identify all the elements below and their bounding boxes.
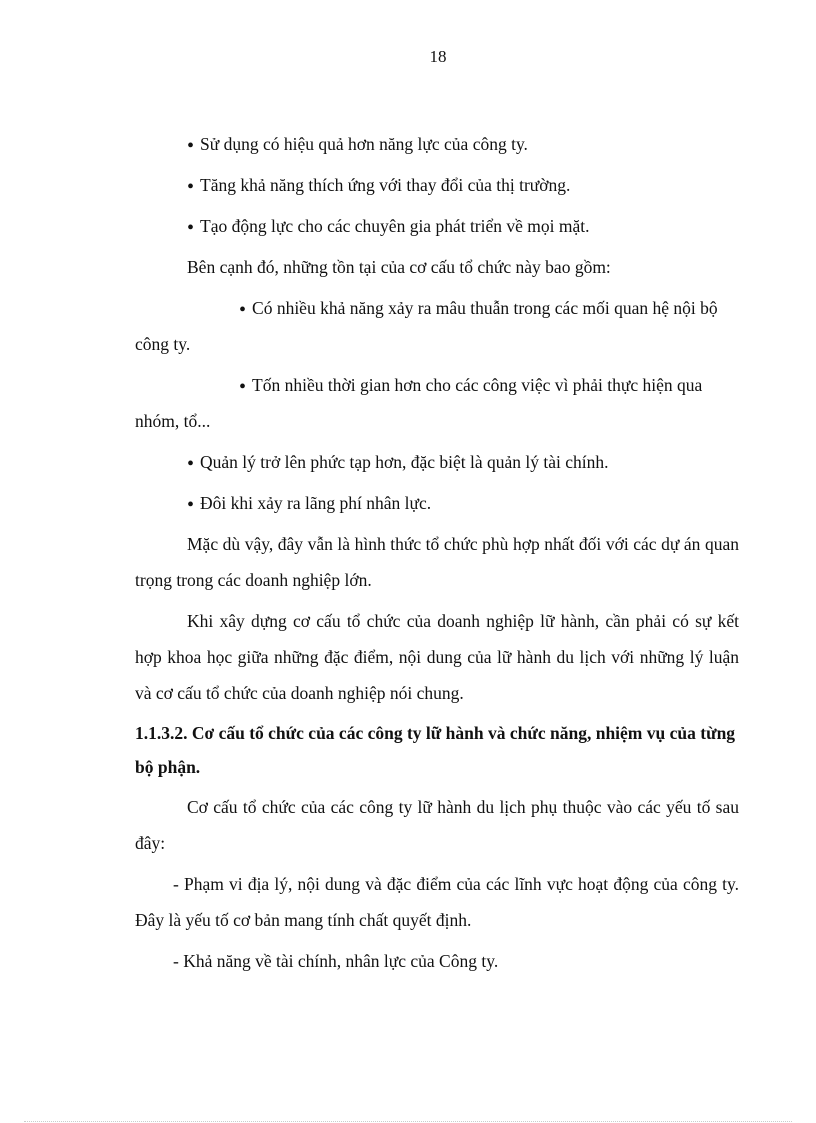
page-number: 18	[429, 47, 447, 66]
bullet-text: Tạo động lực cho các chuyên gia phát triển về mọi mặt.	[200, 216, 590, 236]
bullet-item	[135, 485, 739, 521]
factor-item: - Khả năng về tài chính, nhân lực của Công ty.	[173, 951, 499, 971]
limitations-intro: Bên cạnh đó, những tồn tại của cơ cấu tổ chức này bao gồm:	[187, 257, 611, 277]
bullet-icon: •	[187, 494, 195, 516]
section-heading: 1.1.3.2. Cơ cấu tổ chức của các công ty lữ hành và chức năng, nhiệm vụ của từng bộ phận.	[135, 723, 736, 777]
bullet-item	[135, 208, 739, 244]
conclusion-paragraph: Mặc dù vậy, đây vẫn là hình thức tổ chức phù hợp nhất đối với các dự án quan trọng trong các doanh nghiệp lớn.	[135, 534, 739, 590]
bullet-text: Đôi khi xảy ra lãng phí nhân lực.	[200, 493, 432, 513]
bullet-item	[135, 167, 739, 203]
bullet-icon: •	[239, 299, 247, 321]
bullet-icon: •	[239, 376, 247, 398]
bullet-icon: •	[187, 453, 195, 475]
building-paragraph: Khi xây dựng cơ cấu tổ chức của doanh nghiệp lữ hành, cần phải có sự kết hợp khoa học giữa những đặc điểm, nội dung của lữ hành du lịch với những lý luận và cơ cấu tổ chức của doanh nghiệp nói chung.	[135, 611, 739, 703]
bullet-icon: •	[187, 135, 195, 157]
bullet-item	[135, 367, 739, 439]
bullet-icon: •	[187, 176, 195, 198]
bullet-text: Tăng khả năng thích ứng với thay đổi của thị trường.	[200, 175, 571, 195]
document-body	[135, 126, 739, 984]
bullet-text: Sử dụng có hiệu quả hơn năng lực của công ty.	[200, 134, 528, 154]
bullet-icon: •	[187, 217, 195, 239]
page-bottom-divider	[24, 1121, 792, 1122]
factors-intro: Cơ cấu tổ chức của các công ty lữ hành du lịch phụ thuộc vào các yếu tố sau đây:	[135, 797, 739, 853]
bullet-item	[135, 444, 739, 480]
bullet-text: Có nhiều khả năng xảy ra mâu thuẫn trong các mối quan hệ nội bộ công ty.	[135, 298, 718, 354]
bullet-item	[135, 126, 739, 162]
bullet-text: Quản lý trở lên phức tạp hơn, đặc biệt là quản lý tài chính.	[200, 452, 609, 472]
bullet-text: Tốn nhiều thời gian hơn cho các công việc vì phải thực hiện qua nhóm, tổ...	[135, 375, 703, 431]
factor-item: - Phạm vi địa lý, nội dung và đặc điểm của các lĩnh vực hoạt động của công ty. Đây là yếu tố cơ bản mang tính chất quyết định.	[135, 874, 739, 930]
bullet-item	[135, 290, 739, 362]
